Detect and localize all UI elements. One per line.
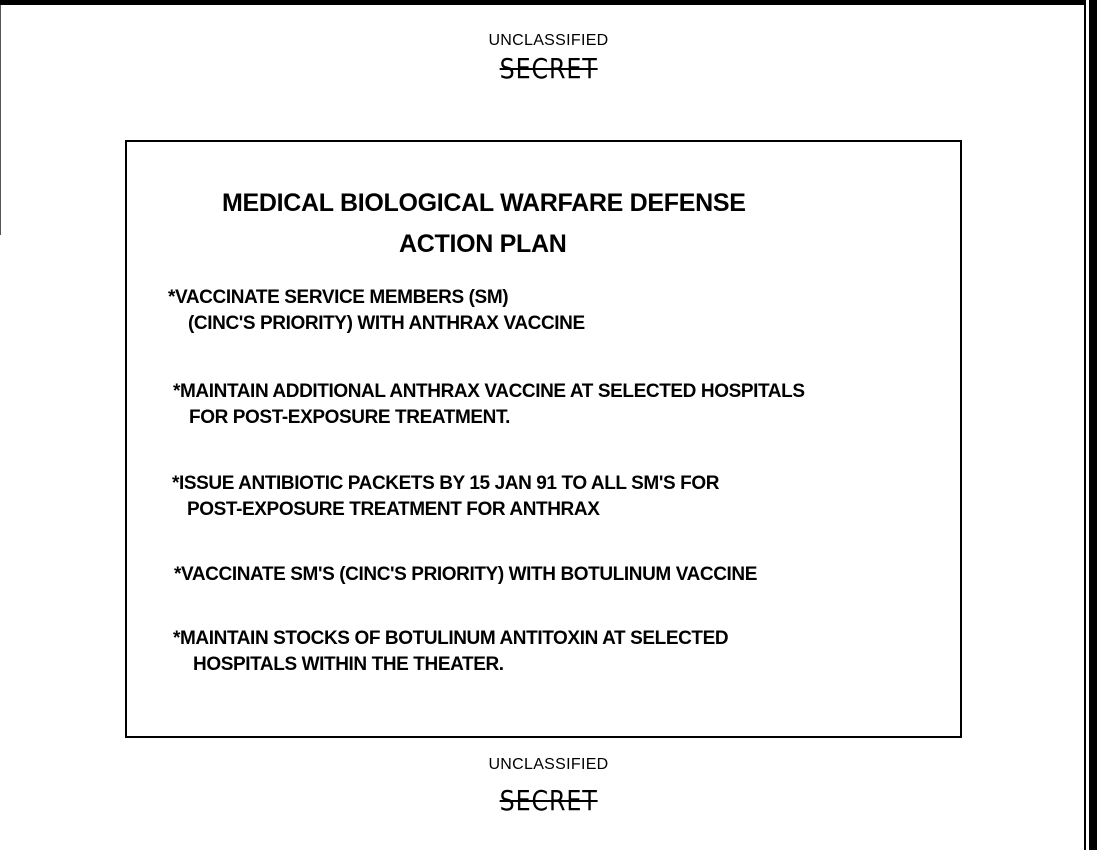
- slide-title-line1: MEDICAL BIOLOGICAL WARFARE DEFENSE: [222, 189, 746, 217]
- action-item-2-line2: FOR POST-EXPOSURE TREATMENT.: [189, 407, 510, 428]
- slide-frame: [125, 140, 962, 738]
- action-item-3: [172, 471, 719, 523]
- header-classification: UNCLASSIFIED: [488, 32, 609, 49]
- footer-struck-classification: SECRET: [499, 784, 598, 817]
- action-item-2-line1: *MAINTAIN ADDITIONAL ANTHRAX VACCINE AT SELECTED HOSPITALS: [173, 381, 805, 402]
- action-item-5-line2: HOSPITALS WITHIN THE THEATER.: [193, 654, 504, 675]
- action-item-5-line1: *MAINTAIN STOCKS OF BOTULINUM ANTITOXIN AT SELECTED: [173, 628, 729, 649]
- page-top-border: [0, 0, 1097, 5]
- slide-title-line2: ACTION PLAN: [399, 230, 567, 258]
- action-item-2: [173, 379, 805, 431]
- action-item-3-line1: *ISSUE ANTIBIOTIC PACKETS BY 15 JAN 91 TO ALL SM'S FOR: [172, 473, 720, 494]
- action-item-5: [173, 626, 728, 678]
- header-old-classification-wrap: [0, 52, 1097, 85]
- action-item-3-line2: POST-EXPOSURE TREATMENT FOR ANTHRAX: [187, 499, 600, 520]
- action-item-1: [168, 285, 585, 337]
- page-right-gap: [1086, 0, 1089, 850]
- action-item-1-line2: (CINC'S PRIORITY) WITH ANTHRAX VACCINE: [188, 313, 585, 334]
- action-item-4: [174, 562, 757, 588]
- action-item-4-line1: *VACCINATE SM'S (CINC'S PRIORITY) WITH BOTULINUM VACCINE: [174, 564, 758, 585]
- action-item-1-line1: *VACCINATE SERVICE MEMBERS (SM): [168, 287, 509, 308]
- header-struck-classification: SECRET: [499, 52, 598, 85]
- footer-classification: UNCLASSIFIED: [488, 756, 609, 773]
- footer-old-classification-wrap: [0, 784, 1097, 817]
